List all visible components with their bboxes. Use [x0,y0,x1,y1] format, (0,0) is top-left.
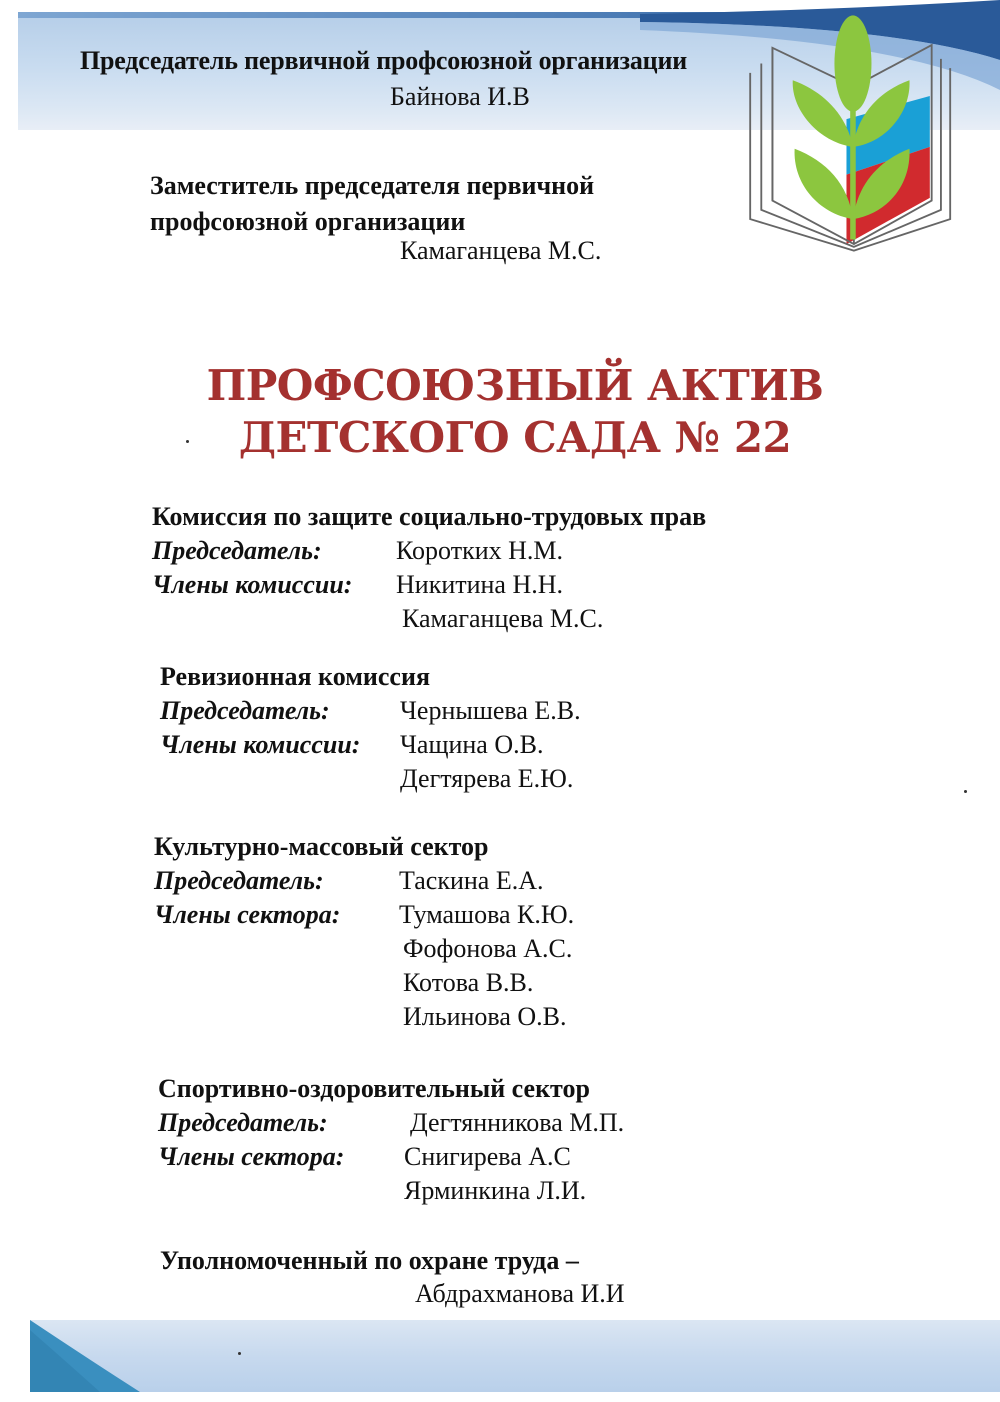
member-row [160,728,581,762]
members-label: Члены сектора: [158,1142,345,1171]
scan-speck [238,1352,241,1355]
chairman-name: Байнова И.В [390,82,530,111]
member-row [154,898,574,932]
member-row [160,762,581,796]
deputy-title [150,168,594,240]
member-name: Ярминкина Л.И. [404,1176,587,1205]
chair-name: Дегтянникова М.П. [410,1108,625,1137]
member-name: Дегтярева Е.Ю. [400,764,574,793]
section-heading: Ревизионная комиссия [160,662,431,691]
member-name: Тумашова К.Ю. [399,900,575,929]
member-row [154,932,574,966]
page-title-line1: ПРОФСОЮЗНЫЙ АКТИВ [206,361,824,410]
chair-name: Чернышева Е.В. [400,696,581,725]
members-label: Члены сектора: [154,900,341,929]
member-row [158,1174,624,1208]
member-row [154,966,574,1000]
member-name: Фофонова А.С. [403,934,573,963]
members-label: Члены комиссии: [152,570,353,599]
section-sports-sector [158,1072,624,1208]
deputy-title-line1: Заместитель председателя первичной [150,171,595,200]
chair-row [160,694,581,728]
chair-label: Председатель: [158,1108,328,1137]
member-row [152,568,706,602]
member-row [158,1140,624,1174]
members-label: Члены комиссии: [160,730,361,759]
deputy-name: Камаганцева М.С. [400,236,602,265]
section-heading: Спортивно-оздоровительный сектор [158,1074,590,1103]
member-name: Никитина Н.Н. [396,570,564,599]
chair-label: Председатель: [154,866,324,895]
chair-row [154,864,574,898]
safety-officer-name: Абдрахманова И.И [415,1279,625,1308]
chair-label: Председатель: [152,536,322,565]
section-heading: Комиссия по защите социально-трудовых прав [152,502,707,531]
member-name: Котова В.В. [403,968,534,997]
scan-speck [964,790,967,793]
section-heading: Культурно-массовый сектор [154,832,489,861]
member-name: Снигирева А.С [404,1142,571,1171]
member-name: Ильинова О.В. [403,1002,567,1031]
chair-row [152,534,706,568]
section-labor-rights-commission [152,500,706,636]
member-name: Камаганцева М.С. [402,604,604,633]
chair-row [158,1106,624,1140]
safety-officer-title: Уполномоченный по охране труда – [160,1246,579,1275]
chair-label: Председатель: [160,696,330,725]
chair-name: Коротких Н.М. [396,536,564,565]
chair-name: Таскина Е.А. [399,866,544,895]
member-name: Чащина О.В. [400,730,544,759]
section-audit-commission [160,660,581,796]
page-title-line2: ДЕТСКОГО САДА № 22 [238,413,792,462]
chairman-title: Председатель первичной профсоюзной организации [80,46,688,75]
member-row [152,602,706,636]
deputy-title-line2: профсоюзной организации [150,207,466,236]
scan-speck [186,440,189,443]
footer-band [30,1320,1000,1392]
page-title [0,360,1000,464]
member-row [154,1000,574,1034]
section-cultural-sector [154,830,574,1034]
